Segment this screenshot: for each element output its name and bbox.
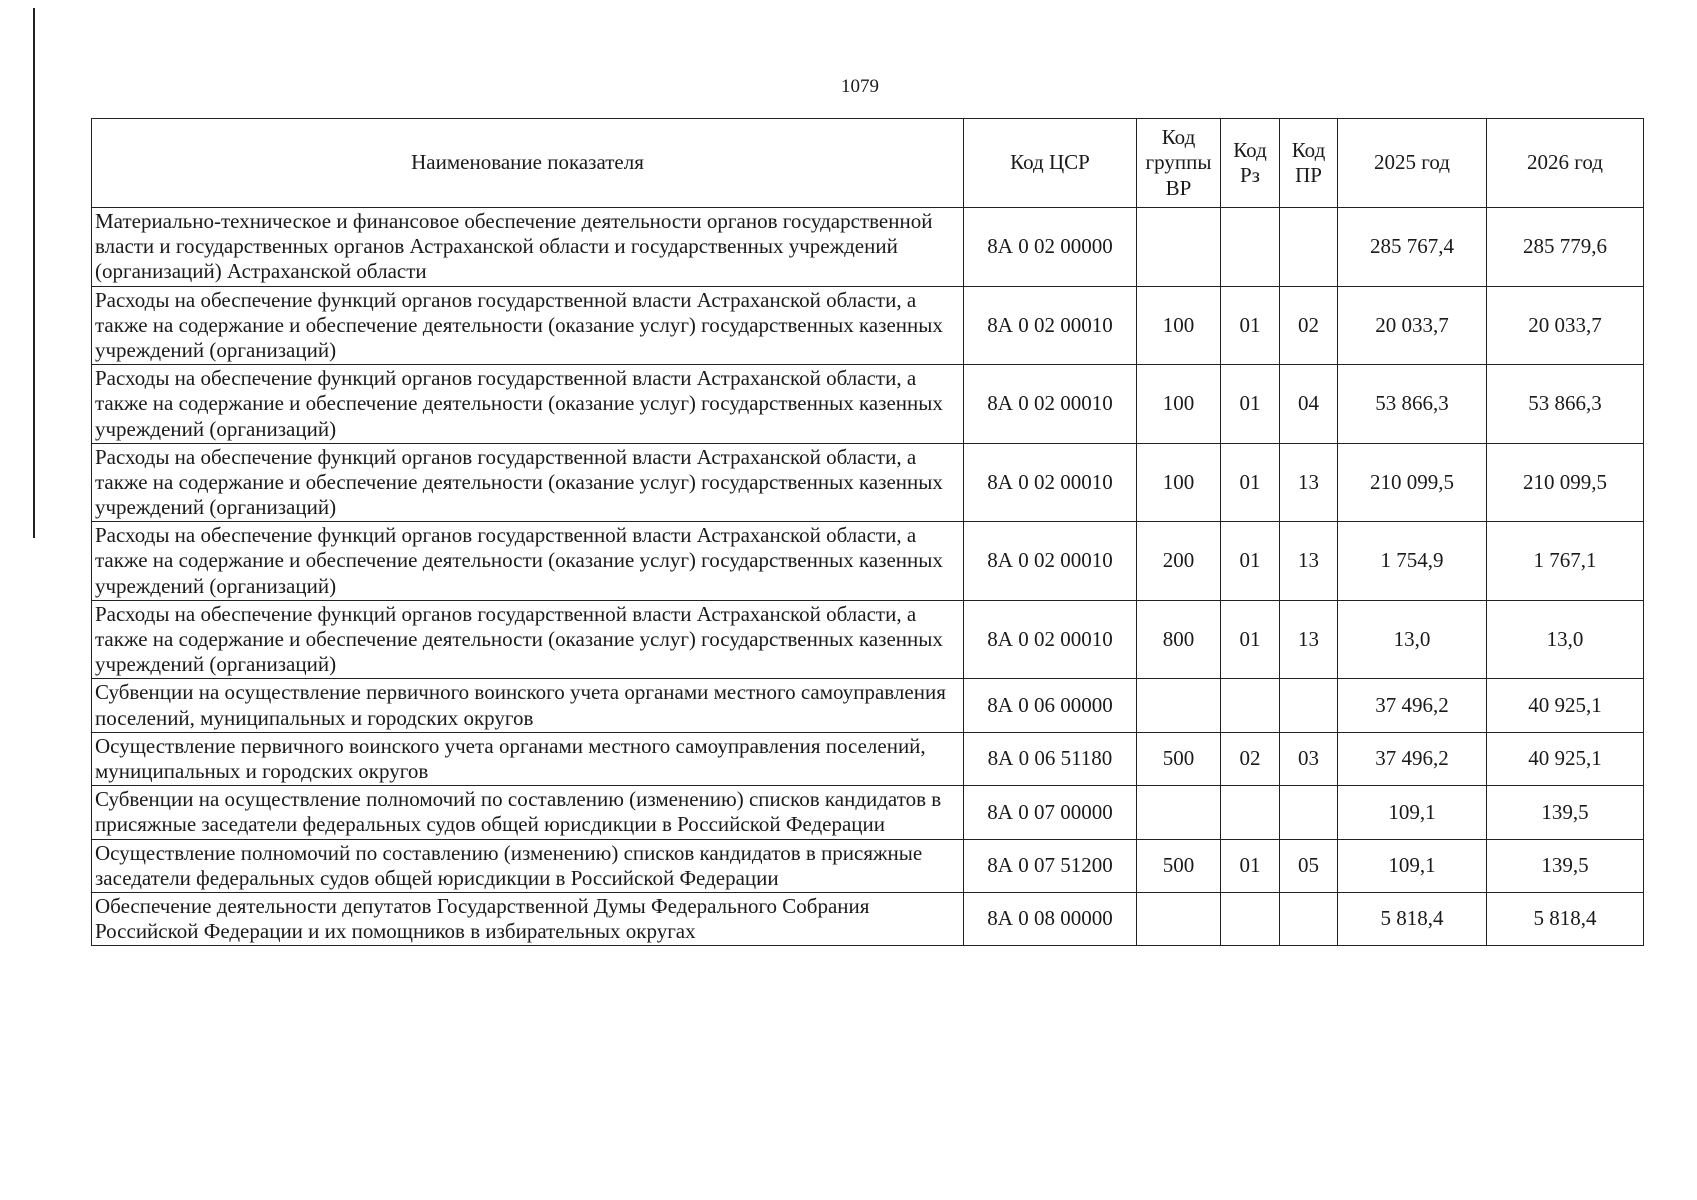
- cell-rz: [1221, 679, 1280, 732]
- cell-pr: 05: [1280, 839, 1338, 892]
- cell-rz: 01: [1221, 522, 1280, 601]
- cell-2025: 53 866,3: [1338, 365, 1487, 444]
- table-row: [92, 786, 1644, 839]
- header-2026: 2026 год: [1487, 119, 1644, 208]
- cell-rz: 01: [1221, 600, 1280, 679]
- cell-rz: 01: [1221, 286, 1280, 365]
- budget-table: [91, 118, 1644, 946]
- header-pr: Код ПР: [1280, 119, 1338, 208]
- cell-csr: 8А 0 02 00010: [964, 522, 1137, 601]
- cell-pr: 13: [1280, 522, 1338, 601]
- cell-csr: 8А 0 06 51180: [964, 732, 1137, 785]
- cell-2026: 285 779,6: [1487, 208, 1644, 287]
- cell-rz: 01: [1221, 839, 1280, 892]
- cell-name: Расходы на обеспечение функций органов государственной власти Астраханской области, а также на содержание и обеспечение деятельности (оказание услуг) государственных казенных учреждений (организаций): [92, 365, 964, 444]
- cell-pr: [1280, 786, 1338, 839]
- cell-vr: 100: [1137, 286, 1221, 365]
- cell-name: Обеспечение деятельности депутатов Государственной Думы Федерального Собрания Российской Федерации и их помощников в избирательных округах: [92, 892, 964, 945]
- header-csr: Код ЦСР: [964, 119, 1137, 208]
- table-row: [92, 365, 1644, 444]
- cell-2026: 139,5: [1487, 786, 1644, 839]
- cell-2026: 40 925,1: [1487, 732, 1644, 785]
- cell-2026: 139,5: [1487, 839, 1644, 892]
- cell-name: Расходы на обеспечение функций органов государственной власти Астраханской области, а также на содержание и обеспечение деятельности (оказание услуг) государственных казенных учреждений (организаций): [92, 443, 964, 522]
- table-row: [92, 839, 1644, 892]
- cell-csr: 8А 0 02 00010: [964, 443, 1137, 522]
- cell-2025: 1 754,9: [1338, 522, 1487, 601]
- cell-pr: [1280, 892, 1338, 945]
- cell-2026: 210 099,5: [1487, 443, 1644, 522]
- header-2025: 2025 год: [1338, 119, 1487, 208]
- table-row: [92, 208, 1644, 287]
- cell-name: Материально-техническое и финансовое обеспечение деятельности органов государственной власти и государственных органов Астраханской области и государственных учреждений (организаций) Астраханской области: [92, 208, 964, 287]
- cell-2026: 13,0: [1487, 600, 1644, 679]
- table-row: [92, 679, 1644, 732]
- table-row: [92, 732, 1644, 785]
- table-row: [92, 600, 1644, 679]
- cell-2025: 13,0: [1338, 600, 1487, 679]
- cell-2026: 53 866,3: [1487, 365, 1644, 444]
- header-rz: Код Рз: [1221, 119, 1280, 208]
- table-row: [92, 286, 1644, 365]
- cell-pr: 13: [1280, 600, 1338, 679]
- cell-pr: [1280, 679, 1338, 732]
- cell-2025: 20 033,7: [1338, 286, 1487, 365]
- header-name: Наименование показателя: [92, 119, 964, 208]
- cell-name: Осуществление полномочий по составлению (изменению) списков кандидатов в присяжные заседатели федеральных судов общей юрисдикции в Российской Федерации: [92, 839, 964, 892]
- cell-2025: 109,1: [1338, 786, 1487, 839]
- cell-vr: 100: [1137, 365, 1221, 444]
- page-number: 1079: [841, 76, 879, 97]
- cell-name: Расходы на обеспечение функций органов государственной власти Астраханской области, а также на содержание и обеспечение деятельности (оказание услуг) государственных казенных учреждений (организаций): [92, 600, 964, 679]
- cell-vr: 500: [1137, 732, 1221, 785]
- table-row: [92, 443, 1644, 522]
- cell-rz: [1221, 208, 1280, 287]
- cell-vr: [1137, 786, 1221, 839]
- table-header-row: [92, 119, 1644, 208]
- cell-rz: [1221, 892, 1280, 945]
- cell-rz: 01: [1221, 365, 1280, 444]
- cell-csr: 8А 0 07 00000: [964, 786, 1137, 839]
- cell-name: Субвенции на осуществление первичного воинского учета органами местного самоуправления поселений, муниципальных и городских округов: [92, 679, 964, 732]
- cell-2025: 37 496,2: [1338, 679, 1487, 732]
- cell-2025: 5 818,4: [1338, 892, 1487, 945]
- cell-vr: 800: [1137, 600, 1221, 679]
- cell-csr: 8А 0 08 00000: [964, 892, 1137, 945]
- header-vr: Код группы ВР: [1137, 119, 1221, 208]
- cell-vr: [1137, 892, 1221, 945]
- cell-csr: 8А 0 02 00010: [964, 365, 1137, 444]
- cell-rz: [1221, 786, 1280, 839]
- cell-2026: 20 033,7: [1487, 286, 1644, 365]
- cell-2025: 109,1: [1338, 839, 1487, 892]
- cell-vr: [1137, 208, 1221, 287]
- cell-csr: 8А 0 02 00010: [964, 600, 1137, 679]
- cell-pr: 02: [1280, 286, 1338, 365]
- cell-2026: 5 818,4: [1487, 892, 1644, 945]
- cell-2026: 40 925,1: [1487, 679, 1644, 732]
- cell-name: Расходы на обеспечение функций органов государственной власти Астраханской области, а также на содержание и обеспечение деятельности (оказание услуг) государственных казенных учреждений (организаций): [92, 286, 964, 365]
- cell-2025: 37 496,2: [1338, 732, 1487, 785]
- cell-rz: 01: [1221, 443, 1280, 522]
- cell-csr: 8А 0 02 00010: [964, 286, 1137, 365]
- cell-name: Субвенции на осуществление полномочий по составлению (изменению) списков кандидатов в присяжные заседатели федеральных судов общей юрисдикции в Российской Федерации: [92, 786, 964, 839]
- cell-vr: 200: [1137, 522, 1221, 601]
- cell-pr: 13: [1280, 443, 1338, 522]
- cell-name: Расходы на обеспечение функций органов государственной власти Астраханской области, а также на содержание и обеспечение деятельности (оказание услуг) государственных казенных учреждений (организаций): [92, 522, 964, 601]
- cell-pr: 03: [1280, 732, 1338, 785]
- cell-pr: 04: [1280, 365, 1338, 444]
- table-row: [92, 522, 1644, 601]
- cell-2026: 1 767,1: [1487, 522, 1644, 601]
- cell-vr: 100: [1137, 443, 1221, 522]
- cell-csr: 8А 0 07 51200: [964, 839, 1137, 892]
- cell-csr: 8А 0 02 00000: [964, 208, 1137, 287]
- cell-vr: [1137, 679, 1221, 732]
- cell-csr: 8А 0 06 00000: [964, 679, 1137, 732]
- table-row: [92, 892, 1644, 945]
- cell-vr: 500: [1137, 839, 1221, 892]
- cell-name: Осуществление первичного воинского учета органами местного самоуправления поселений, муниципальных и городских округов: [92, 732, 964, 785]
- cell-pr: [1280, 208, 1338, 287]
- cell-rz: 02: [1221, 732, 1280, 785]
- cell-2025: 285 767,4: [1338, 208, 1487, 287]
- cell-2025: 210 099,5: [1338, 443, 1487, 522]
